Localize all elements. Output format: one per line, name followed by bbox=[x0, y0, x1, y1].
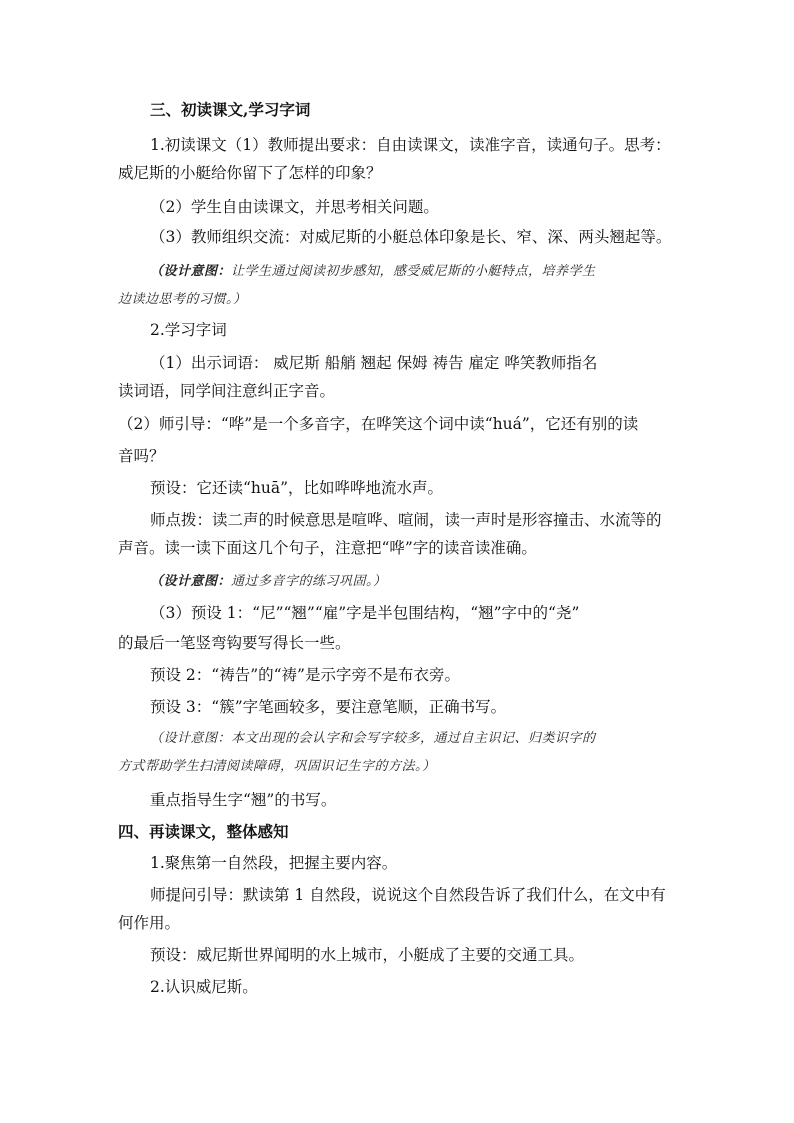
paragraph-line: 的最后一笔竖弯钩要写得长一些。 bbox=[118, 634, 351, 652]
section-heading-4: 四、再读课文，整体感知 bbox=[118, 822, 289, 841]
paragraph-line: （3）预设 1：“尼”“翘”“雇”字是半包围结构，“翘”字中的“尧” bbox=[150, 604, 580, 622]
paragraph-line: 1.初读课文（1）教师提出要求：自由读课文，读准字音，读通句子。思考： bbox=[150, 136, 671, 154]
design-intent-note: （设计意图：本文出现的会认字和会写字较多，通过自主识记、归类识字的 bbox=[150, 731, 596, 746]
paragraph-line: 2.认识威尼斯。 bbox=[150, 978, 258, 996]
paragraph-line: （1）出示词语： 威尼斯 船艄 翘起 保姆 祷告 雇定 哗笑教师指名 bbox=[150, 354, 598, 372]
paragraph-line: （2）师引导：“哗”是一个多音字，在哗笑这个词中读“huá”，它还有别的读 bbox=[118, 415, 639, 433]
paragraph-line: 音吗？ bbox=[118, 447, 165, 465]
paragraph-line: 重点指导生字“翘”的书写。 bbox=[150, 791, 337, 809]
design-intent-note: （设计意图：让学生通过阅读初步感知，感受威尼斯的小艇特点，培养学生 bbox=[150, 264, 596, 279]
design-intent-note: 边读边思考的习惯。） bbox=[118, 292, 247, 307]
paragraph-line: 何作用。 bbox=[118, 914, 181, 932]
paragraph-line: 读词语，同学间注意纠正字音。 bbox=[118, 382, 336, 400]
paragraph-line: 预设 2：“祷告”的“祷”是示字旁不是布衣旁。 bbox=[150, 666, 460, 684]
paragraph-line: 1.聚焦第一自然段，把握主要内容。 bbox=[150, 854, 398, 872]
paragraph-line: 师点拨：读二声的时候意思是喧哗、喧闹，读一声时是形容撞击、水流等的 bbox=[150, 511, 662, 529]
paragraph-line: （3）教师组织交流：对威尼斯的小艇总体印象是长、窄、深、两头翘起等。 bbox=[150, 228, 672, 246]
design-intent-note: 方式帮助学生扫清阅读障碍，巩固识记生字的方法。） bbox=[118, 759, 436, 774]
paragraph-line: 2.学习字词 bbox=[150, 321, 227, 339]
paragraph-line: 预设：它还读“huā”，比如哗哗地流水声。 bbox=[150, 479, 444, 497]
paragraph-line: 师提问引导：默读第 1 自然段，说说这个自然段告诉了我们什么，在文中有 bbox=[150, 886, 666, 904]
paragraph-line: 声音。读一读下面这几个句子，注意把“哗”字的读音读准确。 bbox=[118, 539, 537, 557]
design-intent-note: （设计意图：通过多音字的练习巩固。） bbox=[150, 574, 387, 589]
paragraph-line: 预设 3：“簇”字笔画较多，要注意笔顺，正确书写。 bbox=[150, 698, 507, 716]
paragraph-line: 威尼斯的小艇给你留下了怎样的印象？ bbox=[118, 164, 382, 182]
paragraph-line: 预设：威尼斯世界闻明的水上城市，小艇成了主要的交通工具。 bbox=[150, 946, 585, 964]
section-heading-3: 三、初读课文,学习字词 bbox=[150, 100, 311, 119]
paragraph-line: （2）学生自由读课文，并思考相关问题。 bbox=[150, 198, 439, 216]
